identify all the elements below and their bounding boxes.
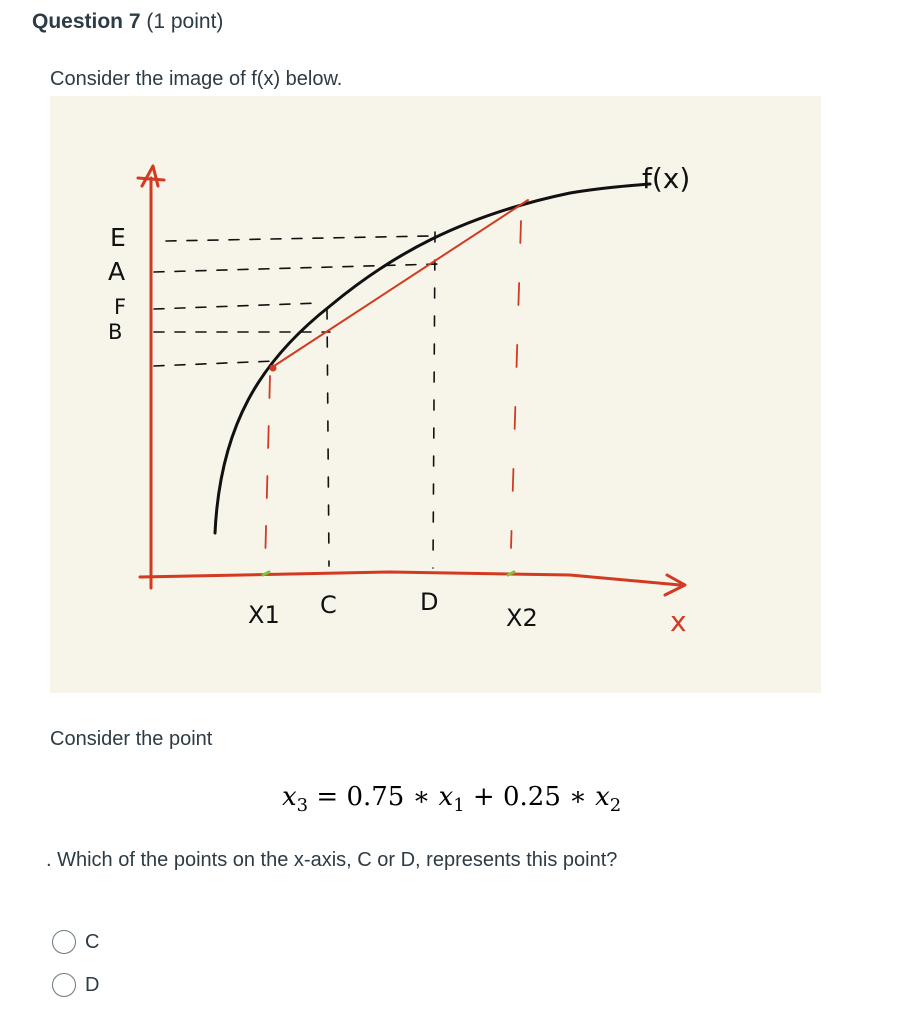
label-b: B xyxy=(108,320,123,344)
formula-sub-1: 1 xyxy=(453,795,465,817)
label-d: D xyxy=(420,588,439,616)
answer-option-d[interactable] xyxy=(52,973,99,997)
label-fx: f(x) xyxy=(642,162,691,195)
secant-line xyxy=(274,200,528,366)
label-e: E xyxy=(110,223,126,252)
x-axis xyxy=(140,572,680,585)
option-label[interactable]: D xyxy=(85,973,100,996)
formula-sub-2: 2 xyxy=(609,795,622,817)
label-x1: X1 xyxy=(248,601,280,629)
formula-lhs-var: x xyxy=(282,782,297,812)
formula-plus: + 0.25 ∗ xyxy=(464,782,596,812)
label-c: C xyxy=(320,591,337,619)
intro-text: Consider the image of f(x) below. xyxy=(50,68,343,90)
answer-option-c[interactable] xyxy=(52,930,99,954)
fx-curve xyxy=(215,184,650,533)
label-x-axis: x xyxy=(670,605,687,638)
formula-eq: = 0.75 ∗ xyxy=(308,782,439,812)
label-a: A xyxy=(108,257,126,286)
point-x1-marker xyxy=(270,365,277,372)
function-figure xyxy=(50,96,821,693)
label-x2: X2 xyxy=(506,604,538,632)
dash-line-low xyxy=(154,361,275,366)
formula-var-1: x xyxy=(438,782,454,812)
dash-line-f xyxy=(154,303,320,309)
radio-button[interactable] xyxy=(52,930,76,954)
dash-vertical-x1 xyxy=(265,376,270,566)
question-points: (1 point) xyxy=(146,10,224,33)
formula-var-2: x xyxy=(595,782,610,812)
formula xyxy=(282,782,621,816)
dash-line-e xyxy=(166,236,430,241)
dash-vertical-d xyxy=(433,232,435,568)
radio-button[interactable] xyxy=(52,973,76,997)
option-label[interactable]: C xyxy=(85,930,100,953)
function-sketch xyxy=(50,96,821,693)
dash-vertical-c xyxy=(327,309,329,566)
dash-line-a xyxy=(154,264,438,272)
formula-lhs-sub: 3 xyxy=(296,795,309,817)
consider-text: Consider the point xyxy=(50,728,213,750)
label-f: F xyxy=(114,295,127,319)
dash-vertical-x2 xyxy=(511,221,521,548)
question-header xyxy=(32,10,223,34)
question-prompt: . Which of the points on the x-axis, C or D, represents this point? xyxy=(46,849,618,871)
question-title: Question 7 xyxy=(32,10,141,33)
